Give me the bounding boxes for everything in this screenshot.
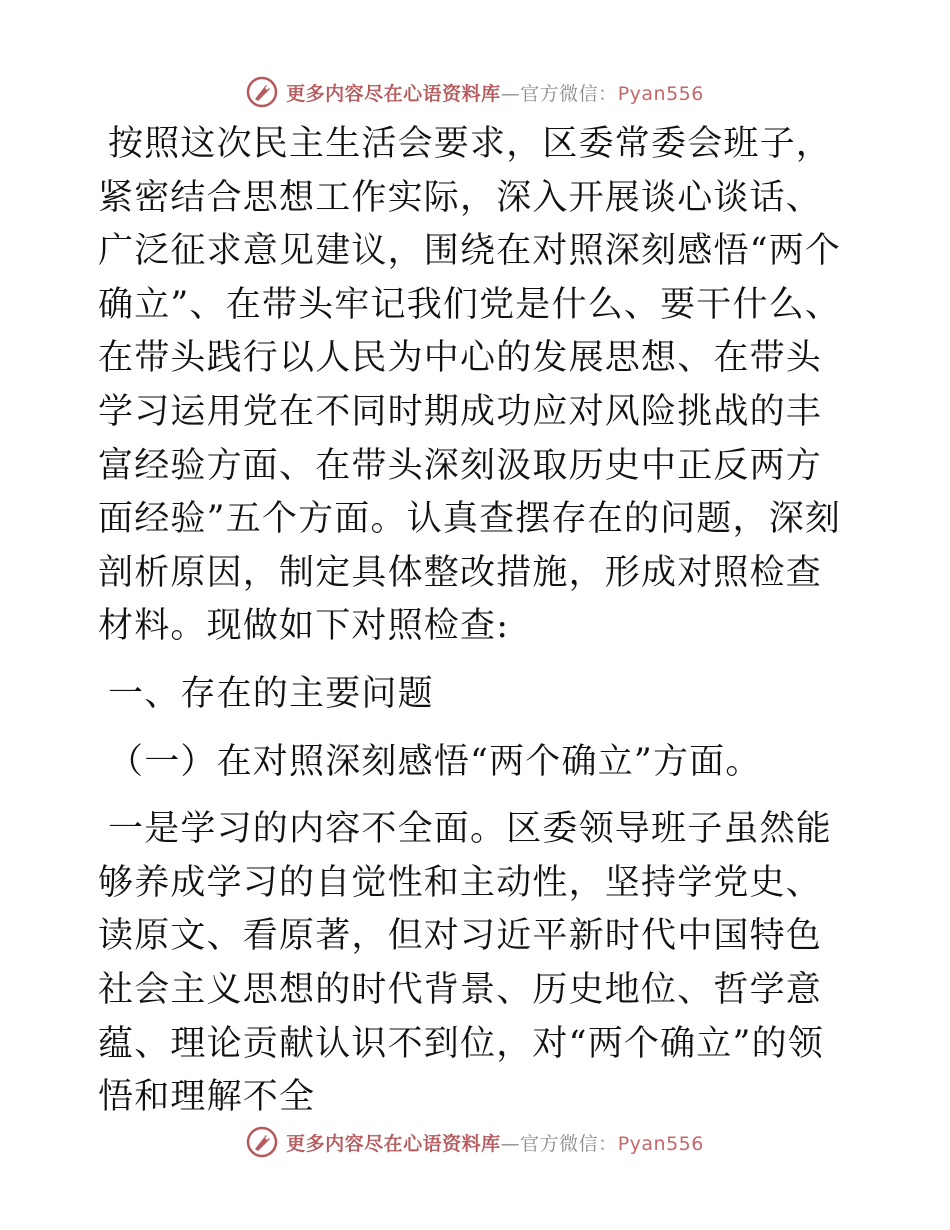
- watermark-text: [286, 79, 704, 106]
- watermark-brand: 更多内容尽在心语资料库: [286, 82, 501, 105]
- section-heading: 一、存在的主要问题: [108, 673, 434, 714]
- watermark-separator: —: [500, 82, 521, 105]
- watermark-brand: 更多内容尽在心语资料库: [286, 1132, 501, 1155]
- watermark-wechat-id: Pyan556: [617, 82, 704, 105]
- pen-nib-logo-icon: [246, 1126, 278, 1158]
- watermark-text: [286, 1129, 704, 1156]
- header-watermark: [0, 72, 950, 112]
- watermark-wechat-id: Pyan556: [617, 1132, 704, 1155]
- watermark-wechat-label: 官方微信：: [520, 82, 618, 105]
- intro-paragraph: 按照这次民主生活会要求，区委常委会班子，紧密结合思想工作实际，深入开展谈心谈话、广泛征求意见建议，围绕在对照深刻感悟“两个确立”、在带头牢记我们党是什么、要干什么、在带头践行以人民为中心的发展思想、在带头学习运用党在不同时期成功应对风险挑战的丰富经验方面、在带头深刻汲取历史中正反两方面经验”五个方面。认真查摆存在的问题，深刻剖析原因，制定具体整改措施，形成对照检查材料。现做如下对照检查:: [98, 124, 842, 647]
- footer-watermark: [0, 1122, 950, 1162]
- pen-nib-logo-icon: [246, 76, 278, 108]
- watermark-separator: —: [500, 1132, 521, 1155]
- watermark-wechat-label: 官方微信：: [520, 1132, 618, 1155]
- body-paragraph: 一是学习的内容不全面。区委领导班子虽然能够养成学习的自觉性和主动性，坚持学党史、读原文、看原著，但对习近平新时代中国特色社会主义思想的时代背景、历史地位、哲学意蕴、理论贡献认识不到位，对“两个确立”的领悟和理解不全: [98, 809, 833, 1118]
- subsection-heading: （一）在对照深刻感悟“两个确立”方面。: [108, 741, 762, 782]
- document-body: [98, 118, 858, 1139]
